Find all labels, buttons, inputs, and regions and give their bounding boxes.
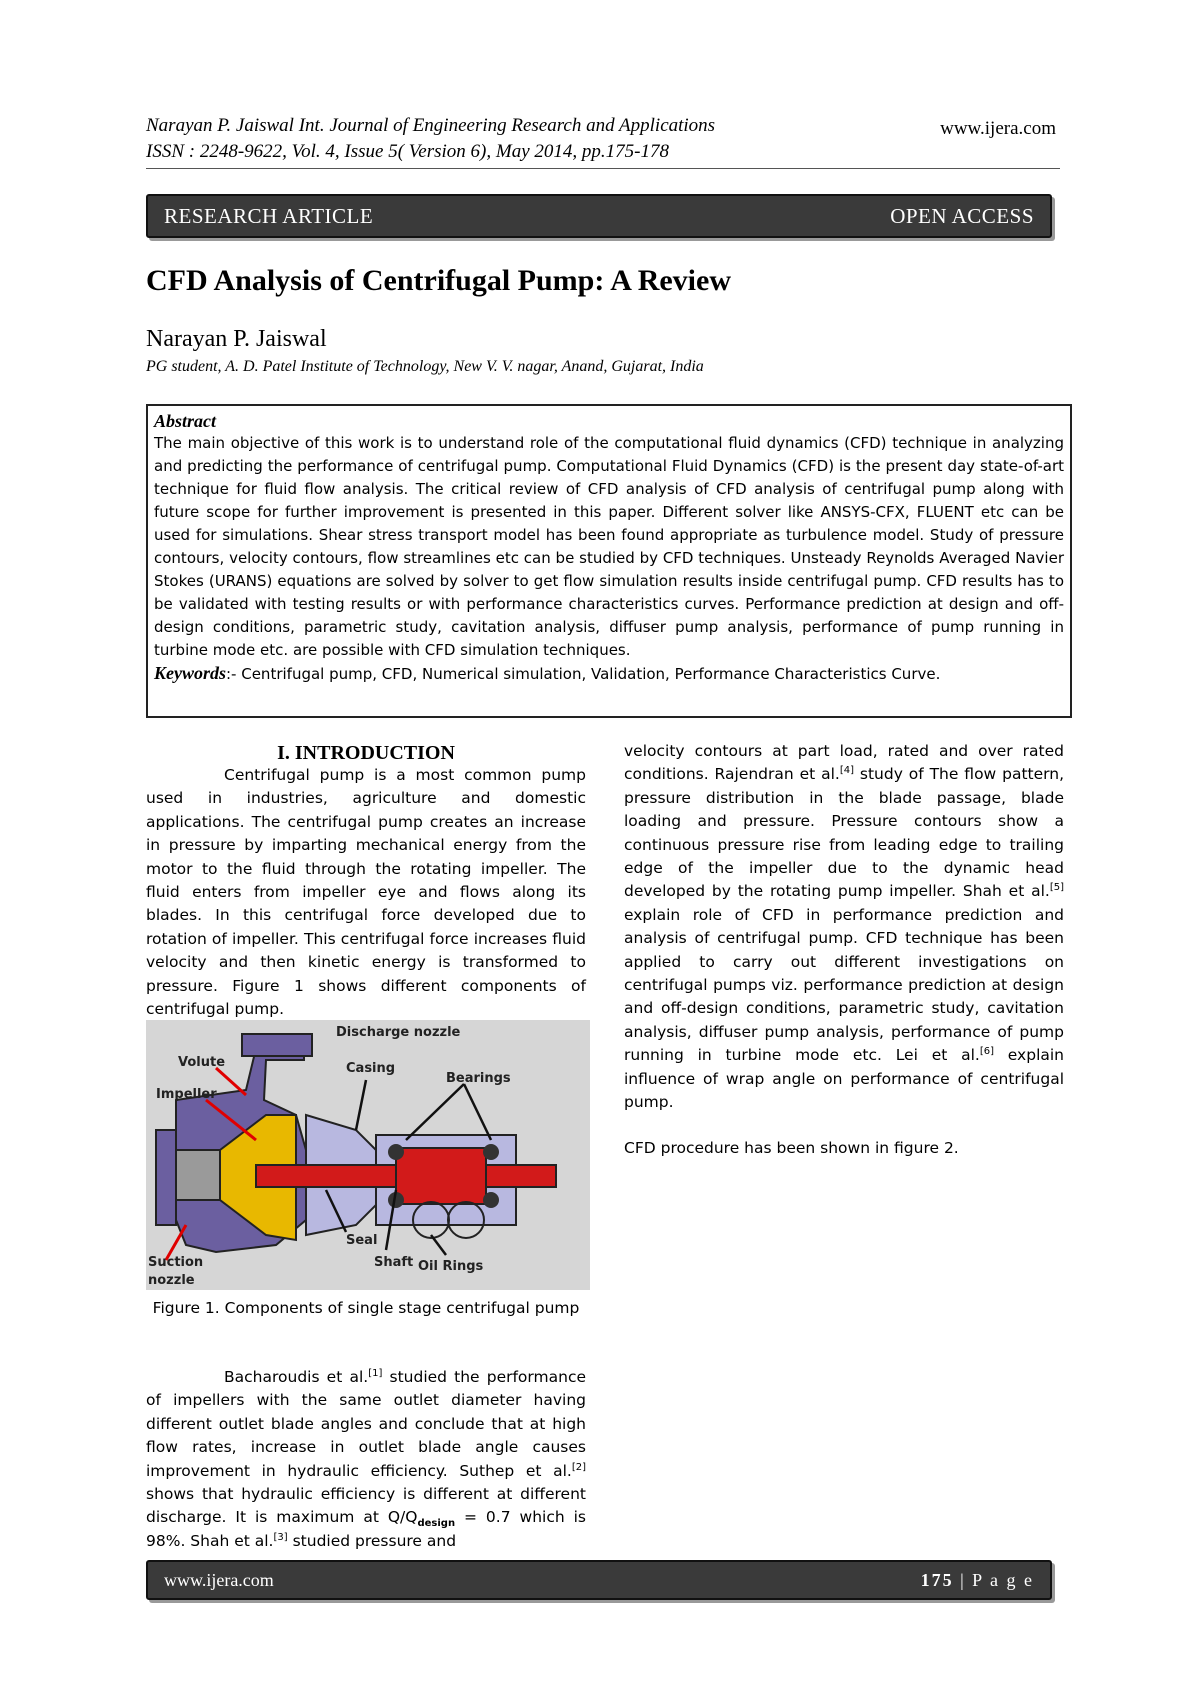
pump-cross-section — [146, 1020, 590, 1290]
label-volute: Volute — [178, 1055, 226, 1070]
literature-text-left — [146, 1366, 586, 1553]
intro-heading: I. INTRODUCTION — [277, 742, 455, 764]
keywords-line — [154, 662, 1064, 686]
text-suthep: studied the performance of impellers with the same outlet diameter having different outlet blade angles and conclude that at high flow rates, increase in outlet blade angle causes improvement in hydraulic efficiency. Suthep et al. — [146, 1368, 586, 1480]
literature-paragraph-left — [146, 1366, 586, 1553]
page-word: P a g e — [972, 1569, 1034, 1590]
procedure-text: CFD procedure has been shown in figure 2. — [624, 1138, 959, 1157]
text-studied: studied pressure and — [287, 1531, 457, 1550]
label-discharge-nozzle: Discharge nozzle — [336, 1025, 461, 1040]
footer-website-link[interactable]: www.ijera.com — [164, 1569, 274, 1590]
citation-6[interactable]: [6] — [979, 1046, 994, 1058]
text-velocity: velocity contours at part load, rated and over rated conditions. Rajendran et al. — [624, 742, 1064, 784]
page-footer — [146, 1560, 1052, 1600]
label-nozzle: nozzle — [148, 1273, 195, 1288]
abstract-text: The main objective of this work is to understand role of the computational fluid dynamics (CFD) technique in analyzing and predicting the performance of centrifugal pump. Computational Fluid Dynamics (CFD) is the present day state-of-art technique for fluid flow analysis. The critical review of CFD analysis of CFD analysis of centrifugal pump along with future scope for further improvement is presented in this paper. Different solver like ANSYS-CFX, FLUENT etc can be used for simulations. Shear stress transport model has been found appropriate as turbulence model. Study of pressure contours, velocity contours, flow streamlines etc can be studied by CFD techniques. Unsteady Reynolds Averaged Navier Stokes (URANS) equations are solved by solver to get flow simulation results inside centrifugal pump. CFD results has to be validated with testing results or with performance characteristics curves. Performance prediction at design and off-design conditions, parametric study, cavitation analysis, diffuser pump analysis, performance of pump running in turbine mode etc. are possible with CFD simulation techniques. — [154, 434, 1064, 659]
abstract-box — [146, 404, 1072, 718]
paper-title: CFD Analysis of Centrifugal Pump: A Review — [146, 264, 731, 297]
label-seal: Seal — [346, 1233, 378, 1248]
intro-column — [146, 740, 586, 1021]
text-efficiency: shows that hydraulic efficiency is different at different discharge. It is maximum at Q/Q — [146, 1485, 586, 1527]
article-type-banner — [146, 194, 1052, 238]
literature-text-right — [624, 740, 1064, 1115]
page-separator: | — [953, 1569, 973, 1590]
text-cfd-role: explain role of CFD in performance prediction and analysis of centrifugal pump. CFD technique has been applied to carry out different investigations on centrifugal pumps viz. performance prediction at design and off-design conditions, parametric study, cavitation analysis, diffuser pump analysis, performance of pump running in turbine mode etc. Lei et al. — [624, 905, 1064, 1065]
citation-1[interactable]: [1] — [368, 1367, 383, 1379]
keywords-text: :- Centrifugal pump, CFD, Numerical simulation, Validation, Performance Characteristics Curve. — [226, 665, 941, 683]
intro-paragraph: Centrifugal pump is a most common pump used in industries, agriculture and domestic applications. The centrifugal pump creates an increase in pressure by imparting mechanical energy from the motor to the fluid through the rotating impeller. The fluid enters from impeller eye and flows along its blades. In this centrifugal force developed due to rotation of impeller. This centrifugal force increases fluid velocity and then kinetic energy is transformed to pressure. Figure 1 shows different components of centrifugal pump. — [146, 766, 586, 1019]
issn-line: ISSN : 2248-9622, Vol. 4, Issue 5( Version 6), May 2014, pp.175-178 — [146, 141, 669, 162]
research-article-label: RESEARCH ARTICLE — [164, 203, 374, 228]
label-bearings: Bearings — [446, 1071, 511, 1086]
page-number — [921, 1570, 1034, 1591]
right-column — [624, 740, 1064, 1160]
citation-5[interactable]: [5] — [1049, 882, 1064, 894]
citation-2[interactable]: [2] — [571, 1461, 586, 1473]
open-access-label: OPEN ACCESS — [890, 203, 1034, 228]
label-casing: Casing — [346, 1061, 396, 1076]
citation-4[interactable]: [4] — [839, 765, 854, 777]
text-shah: = 0.7 which is 98%. Shah et al. — [146, 1508, 586, 1550]
author-name: Narayan P. Jaiswal — [146, 326, 327, 352]
abstract-heading: Abstract — [154, 411, 217, 431]
keywords-label: Keywords — [154, 663, 226, 683]
label-impeller: Impeller — [156, 1087, 217, 1102]
page-number-value: 175 — [920, 1569, 954, 1590]
label-suction: Suction — [148, 1255, 204, 1270]
subscript-design: design — [417, 1518, 456, 1530]
header-rule — [146, 168, 1060, 169]
citation-3[interactable]: [3] — [273, 1531, 288, 1543]
label-shaft: Shaft — [374, 1255, 414, 1270]
journal-line: Narayan P. Jaiswal Int. Journal of Engineering Research and Applications — [146, 115, 716, 136]
figure-1-pump-diagram — [146, 1020, 590, 1290]
label-oil-rings: Oil Rings — [418, 1259, 484, 1274]
text-bacharoudis: Bacharoudis et al. — [224, 1368, 369, 1386]
author-affiliation: PG student, A. D. Patel Institute of Technology, New V. V. nagar, Anand, Gujarat, India — [146, 358, 704, 375]
header-website-link[interactable]: www.ijera.com — [940, 118, 1056, 139]
figure-1-caption: Figure 1. Components of single stage centrifugal pump — [152, 1299, 580, 1317]
text-wrap-angle: explain influence of wrap angle on performance of centrifugal pump. — [624, 1046, 1065, 1112]
text-rajendran: study of The flow pattern, pressure distribution in the blade passage, blade loading and pressure. Pressure contours show a continuous pressure rise from leading edge to trailing edge of the impeller due to the dynamic head developed by the rotating pump impeller. Shah et al. — [624, 765, 1064, 901]
